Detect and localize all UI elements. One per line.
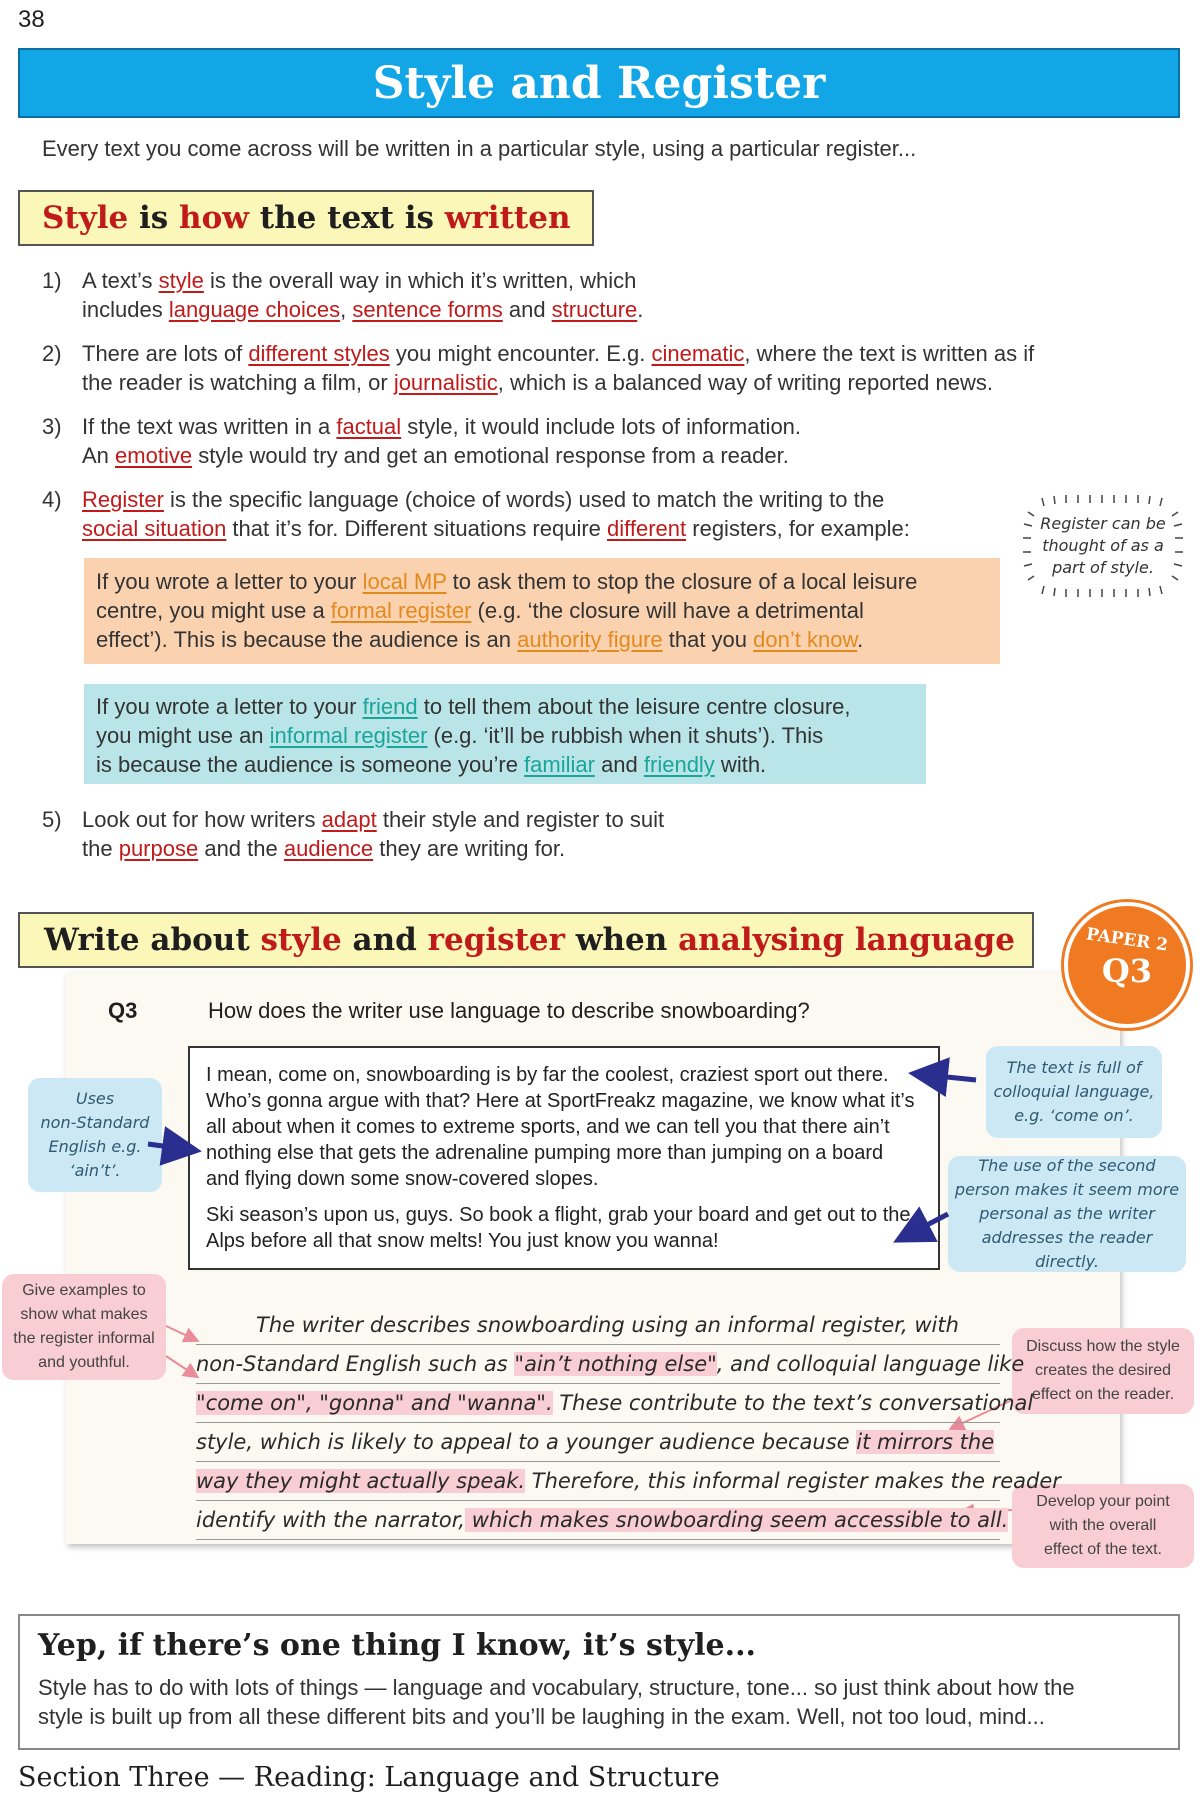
side-note-line: part of style. bbox=[1052, 558, 1154, 577]
point-number: 1) bbox=[42, 268, 62, 293]
answer-line: way they might actually speak. Therefore, this informal register makes the reader bbox=[196, 1462, 1000, 1501]
badge-paper: PAPER 2 bbox=[1084, 924, 1170, 956]
keyword: emotive bbox=[115, 443, 193, 468]
formal-register-example: If you wrote a letter to your local MP to ask them to stop the closure of a local leisure centre, you might use a formal register (e.g. ‘the closure will have a detrimental effect’). This is because the audience is an authority figure that you don’t know. bbox=[84, 558, 1000, 664]
keyword: different styles bbox=[248, 341, 390, 366]
keyword: factual bbox=[336, 414, 402, 439]
style-heading-part: written bbox=[444, 200, 571, 236]
point-number: 2) bbox=[42, 341, 62, 366]
keyword: purpose bbox=[118, 836, 199, 861]
answer-line: style, which is likely to appeal to a younger audience because it mirrors the bbox=[196, 1423, 1000, 1462]
style-heading-part: is bbox=[128, 200, 180, 236]
answer-line: The writer describes snowboarding using an informal register, with bbox=[196, 1306, 1000, 1345]
style-heading-part: Style bbox=[42, 200, 129, 236]
keyword: Register bbox=[82, 487, 164, 512]
page-number: 38 bbox=[18, 6, 45, 33]
summary-box bbox=[18, 1614, 1180, 1750]
answer-line: "come on", "gonna" and "wanna". These contribute to the text’s conversational bbox=[196, 1384, 1000, 1423]
answer-line: identify with the narrator, which makes snowboarding seem accessible to all. bbox=[196, 1501, 1000, 1540]
keyword: adapt bbox=[321, 807, 377, 832]
keyword: language choices bbox=[168, 297, 341, 322]
answer-line: non-Standard English such as "ain’t nothing else", and colloquial language like bbox=[196, 1345, 1000, 1384]
model-answer bbox=[196, 1306, 1061, 1540]
arrow-icon bbox=[166, 1356, 196, 1376]
highlight: way they might actually speak. bbox=[196, 1469, 526, 1493]
keyword: friend bbox=[362, 694, 418, 719]
badge-question: Q3 bbox=[1101, 952, 1153, 990]
style-heading-part: how bbox=[179, 200, 249, 236]
keyword: journalistic bbox=[393, 370, 498, 395]
point-4: 4) Register is the specific language (choice of words) used to match the writing to the social situation that it’s for. Different situations require different registers, for example: bbox=[42, 487, 910, 541]
point-number: 3) bbox=[42, 414, 62, 439]
keyword: formal register bbox=[330, 598, 472, 623]
point-3: 3) If the text was written in a factual style, it would include lots of information. An emotive style would try and get an emotional response from a reader. bbox=[42, 414, 802, 468]
point-number: 5) bbox=[42, 807, 62, 832]
extract-paragraph: Ski season’s upon us, guys. So book a flight, grab your board and get out to the Alps before all that snow melts! You just know you wanna! bbox=[206, 1204, 911, 1252]
summary-line: Style has to do with lots of things — language and vocabulary, structure, tone... so just think about how the bbox=[38, 1675, 1075, 1700]
arrow-icon bbox=[166, 1326, 196, 1340]
summary-heading: Yep, if there’s one thing I know, it’s style... bbox=[38, 1628, 756, 1663]
write-heading-part: and bbox=[341, 922, 428, 958]
blue-arrows bbox=[148, 1074, 976, 1238]
keyword: different bbox=[607, 516, 687, 541]
point-5: 5) Look out for how writers adapt their style and register to suit the purpose and the audience they are writing for. bbox=[42, 807, 665, 861]
keyword: informal register bbox=[269, 723, 428, 748]
write-heading-part: register bbox=[427, 922, 565, 958]
keyword: sentence forms bbox=[352, 297, 503, 322]
keyword: don’t know bbox=[753, 627, 858, 652]
annotation-colloquial: The text is full of colloquial language, e.g. ‘come on’. bbox=[986, 1046, 1162, 1138]
write-heading-part: analysing language bbox=[678, 922, 1015, 958]
annotation-develop: Develop your point with the overall effect of the text. bbox=[1012, 1484, 1194, 1568]
highlight: which makes snowboarding seem accessible to all. bbox=[465, 1508, 1009, 1532]
write-heading-part: style bbox=[260, 922, 342, 958]
write-heading-part: Write about bbox=[44, 922, 261, 958]
keyword: audience bbox=[283, 836, 374, 861]
section-footer: Section Three — Reading: Language and Structure bbox=[18, 1762, 720, 1793]
annotation-second-person: The use of the second person makes it seem more personal as the writer addresses the reader directly. bbox=[948, 1156, 1186, 1272]
side-note-line: Register can be bbox=[1040, 514, 1166, 533]
annotation-nonstandard: Uses non-Standard English e.g. ‘ain’t’. bbox=[28, 1078, 162, 1192]
style-heading-part: the text is bbox=[248, 200, 445, 236]
arrow-icon bbox=[918, 1074, 976, 1080]
keyword: local MP bbox=[362, 569, 447, 594]
annotation-give-examples: Give examples to show what makes the register informal and youthful. bbox=[2, 1274, 166, 1380]
arrow-icon bbox=[148, 1144, 192, 1150]
summary-line: style is built up from all these different bits and you’ll be laughing in the exam. Well, not too loud, mind... bbox=[38, 1704, 1045, 1729]
keyword: authority figure bbox=[517, 627, 663, 652]
informal-register-example: If you wrote a letter to your friend to tell them about the leisure centre closure, you might use an informal register (e.g. ‘it’ll be rubbish when it shuts’). This is because the audience is someone you’re familiar and friendly with. bbox=[84, 684, 926, 784]
point-1: 1) A text’s style is the overall way in which it’s written, which includes language choices, sentence forms and structure. bbox=[42, 268, 644, 322]
keyword: style bbox=[158, 268, 204, 293]
write-heading-part: when bbox=[565, 922, 679, 958]
question-text: How does the writer use language to describe snowboarding? bbox=[208, 998, 810, 1023]
highlight: "ain’t nothing else" bbox=[514, 1352, 717, 1376]
arrow-icon bbox=[902, 1214, 948, 1238]
highlight: "come on", "gonna" and "wanna". bbox=[196, 1391, 553, 1415]
intro-text: Every text you come across will be written in a particular style, using a particular register... bbox=[42, 136, 917, 161]
keyword: friendly bbox=[643, 752, 715, 777]
point-number: 4) bbox=[42, 487, 62, 512]
annotation-discuss: Discuss how the style creates the desired effect on the reader. bbox=[1012, 1328, 1194, 1414]
highlight: it mirrors the bbox=[856, 1430, 995, 1454]
extract-paragraph: I mean, come on, snowboarding is by far the coolest, craziest sport out there. Who’s gonna argue with that? Here at SportFreakz magazine, we know what it’s all about when it comes to extreme sports, and we can tell you that there ain’t nothing else that gets the adrenaline pumping more than jumping on a board and flying down some snow-covered slopes. bbox=[206, 1064, 915, 1190]
point-2: 2) There are lots of different styles you might encounter. E.g. cinematic, where the text is written as if the reader is watching a film, or journalistic, which is a balanced way of writing reported news. bbox=[42, 341, 1035, 395]
keyword: structure bbox=[551, 297, 638, 322]
page-title: Style and Register bbox=[18, 48, 1180, 118]
keyword: social situation bbox=[82, 516, 227, 541]
question-label: Q3 bbox=[108, 998, 138, 1023]
side-note-line: thought of as a bbox=[1042, 536, 1164, 555]
keyword: familiar bbox=[524, 752, 595, 777]
keyword: cinematic bbox=[651, 341, 745, 366]
